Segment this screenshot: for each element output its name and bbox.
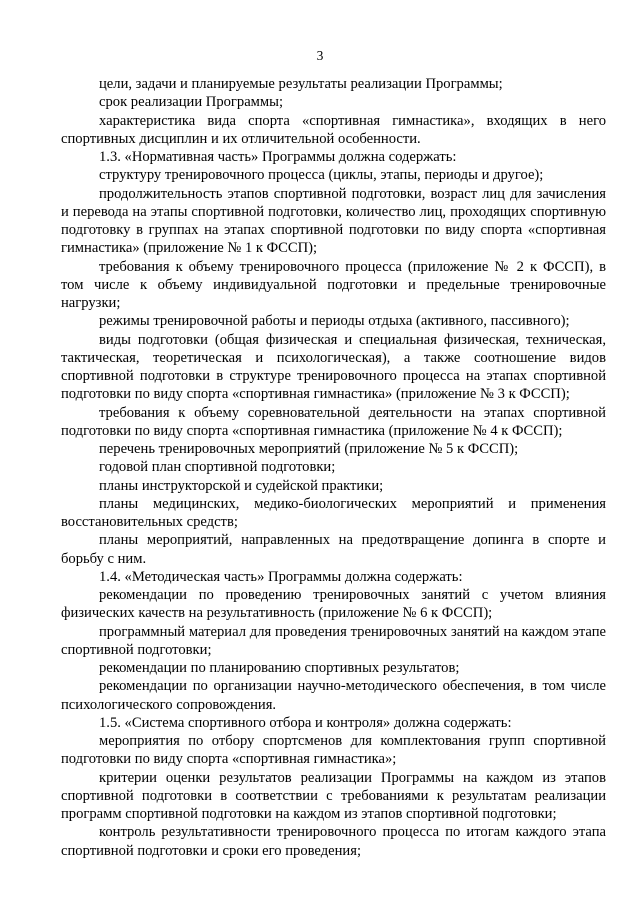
paragraph: требования к объему тренировочного процесса (приложение № 2 к ФССП), в том числе к объему индивидуальной подготовки и предельные тренировочные нагрузки;	[61, 258, 606, 311]
section-heading: 1.4. «Методическая часть» Программы должна содержать:	[99, 568, 463, 585]
paragraph: рекомендации по организации научно-методического обеспечения, в том числе психологического сопровождения.	[61, 678, 606, 713]
paragraph: годовой план спортивной подготовки;	[99, 459, 336, 476]
paragraph: мероприятия по отбору спортсменов для комплектования групп спортивной подготовки по виду спорта «спортивная гимнастика»;	[61, 733, 606, 768]
paragraph: программный материал для проведения тренировочных занятий на каждом этапе спортивной подготовки;	[61, 623, 606, 658]
paragraph: продолжительность этапов спортивной подготовки, возраст лиц для зачисления и перевода на этапы спортивной подготовки, количество лиц, проходящих спортивную подготовку в группах на этапах спортивной подготовки по виду спорта «спортивная гимнастика» (приложение № 1 к ФССП);	[61, 185, 606, 257]
paragraph: перечень тренировочных мероприятий (приложение № 5 к ФССП);	[99, 441, 519, 457]
paragraph: критерии оценки результатов реализации Программы на каждом из этапов спортивной подготовки в соответствии с требованиями к результатам реализации программ спортивной подготовки на каждом из этапов спортивной подготовки;	[61, 769, 606, 822]
paragraph: рекомендации по планированию спортивных результатов;	[99, 660, 460, 676]
document-body	[61, 75, 606, 860]
section-heading: 1.5. «Система спортивного отбора и контроля» должна содержать:	[99, 714, 512, 731]
paragraph: цели, задачи и планируемые результаты реализации Программы;	[99, 76, 503, 92]
paragraph: контроль результативности тренировочного процесса по итогам каждого этапа спортивной подготовки и сроки его проведения;	[61, 824, 606, 859]
paragraph: требования к объему соревновательной деятельности на этапах спортивной подготовки по виду спорта «спортивная гимнастика (приложение № 4 к ФССП);	[61, 404, 606, 439]
paragraph: планы инструкторской и судейской практики;	[99, 477, 384, 494]
paragraph: виды подготовки (общая физическая и специальная физическая, техническая, тактическая, теоретическая и психологическая), а также соотношение видов спортивной подготовки в структуре тренировочного процесса на этапах спортивной подготовки по виду спорта «спортивная гимнастика» (приложение № 3 к ФССП);	[61, 331, 606, 403]
paragraph: режимы тренировочной работы и периоды отдыха (активного, пассивного);	[99, 313, 570, 330]
paragraph: структуру тренировочного процесса (циклы, этапы, периоды и другое);	[99, 167, 544, 184]
paragraph: рекомендации по проведению тренировочных занятий с учетом влияния физических качеств на результативность (приложение № 6 к ФССП);	[61, 587, 606, 622]
page-number: 3	[316, 48, 324, 63]
section-heading: 1.3. «Нормативная часть» Программы должна содержать:	[99, 149, 457, 165]
paragraph: срок реализации Программы;	[99, 94, 284, 111]
paragraph: планы медицинских, медико-биологических мероприятий и применения восстановительных средств;	[61, 495, 606, 530]
paragraph: характеристика вида спорта «спортивная гимнастика», входящих в него спортивных дисциплин и их отличительной особенности.	[61, 112, 606, 147]
paragraph: планы мероприятий, направленных на предотвращение допинга в спорте и борьбу с ним.	[61, 532, 606, 567]
